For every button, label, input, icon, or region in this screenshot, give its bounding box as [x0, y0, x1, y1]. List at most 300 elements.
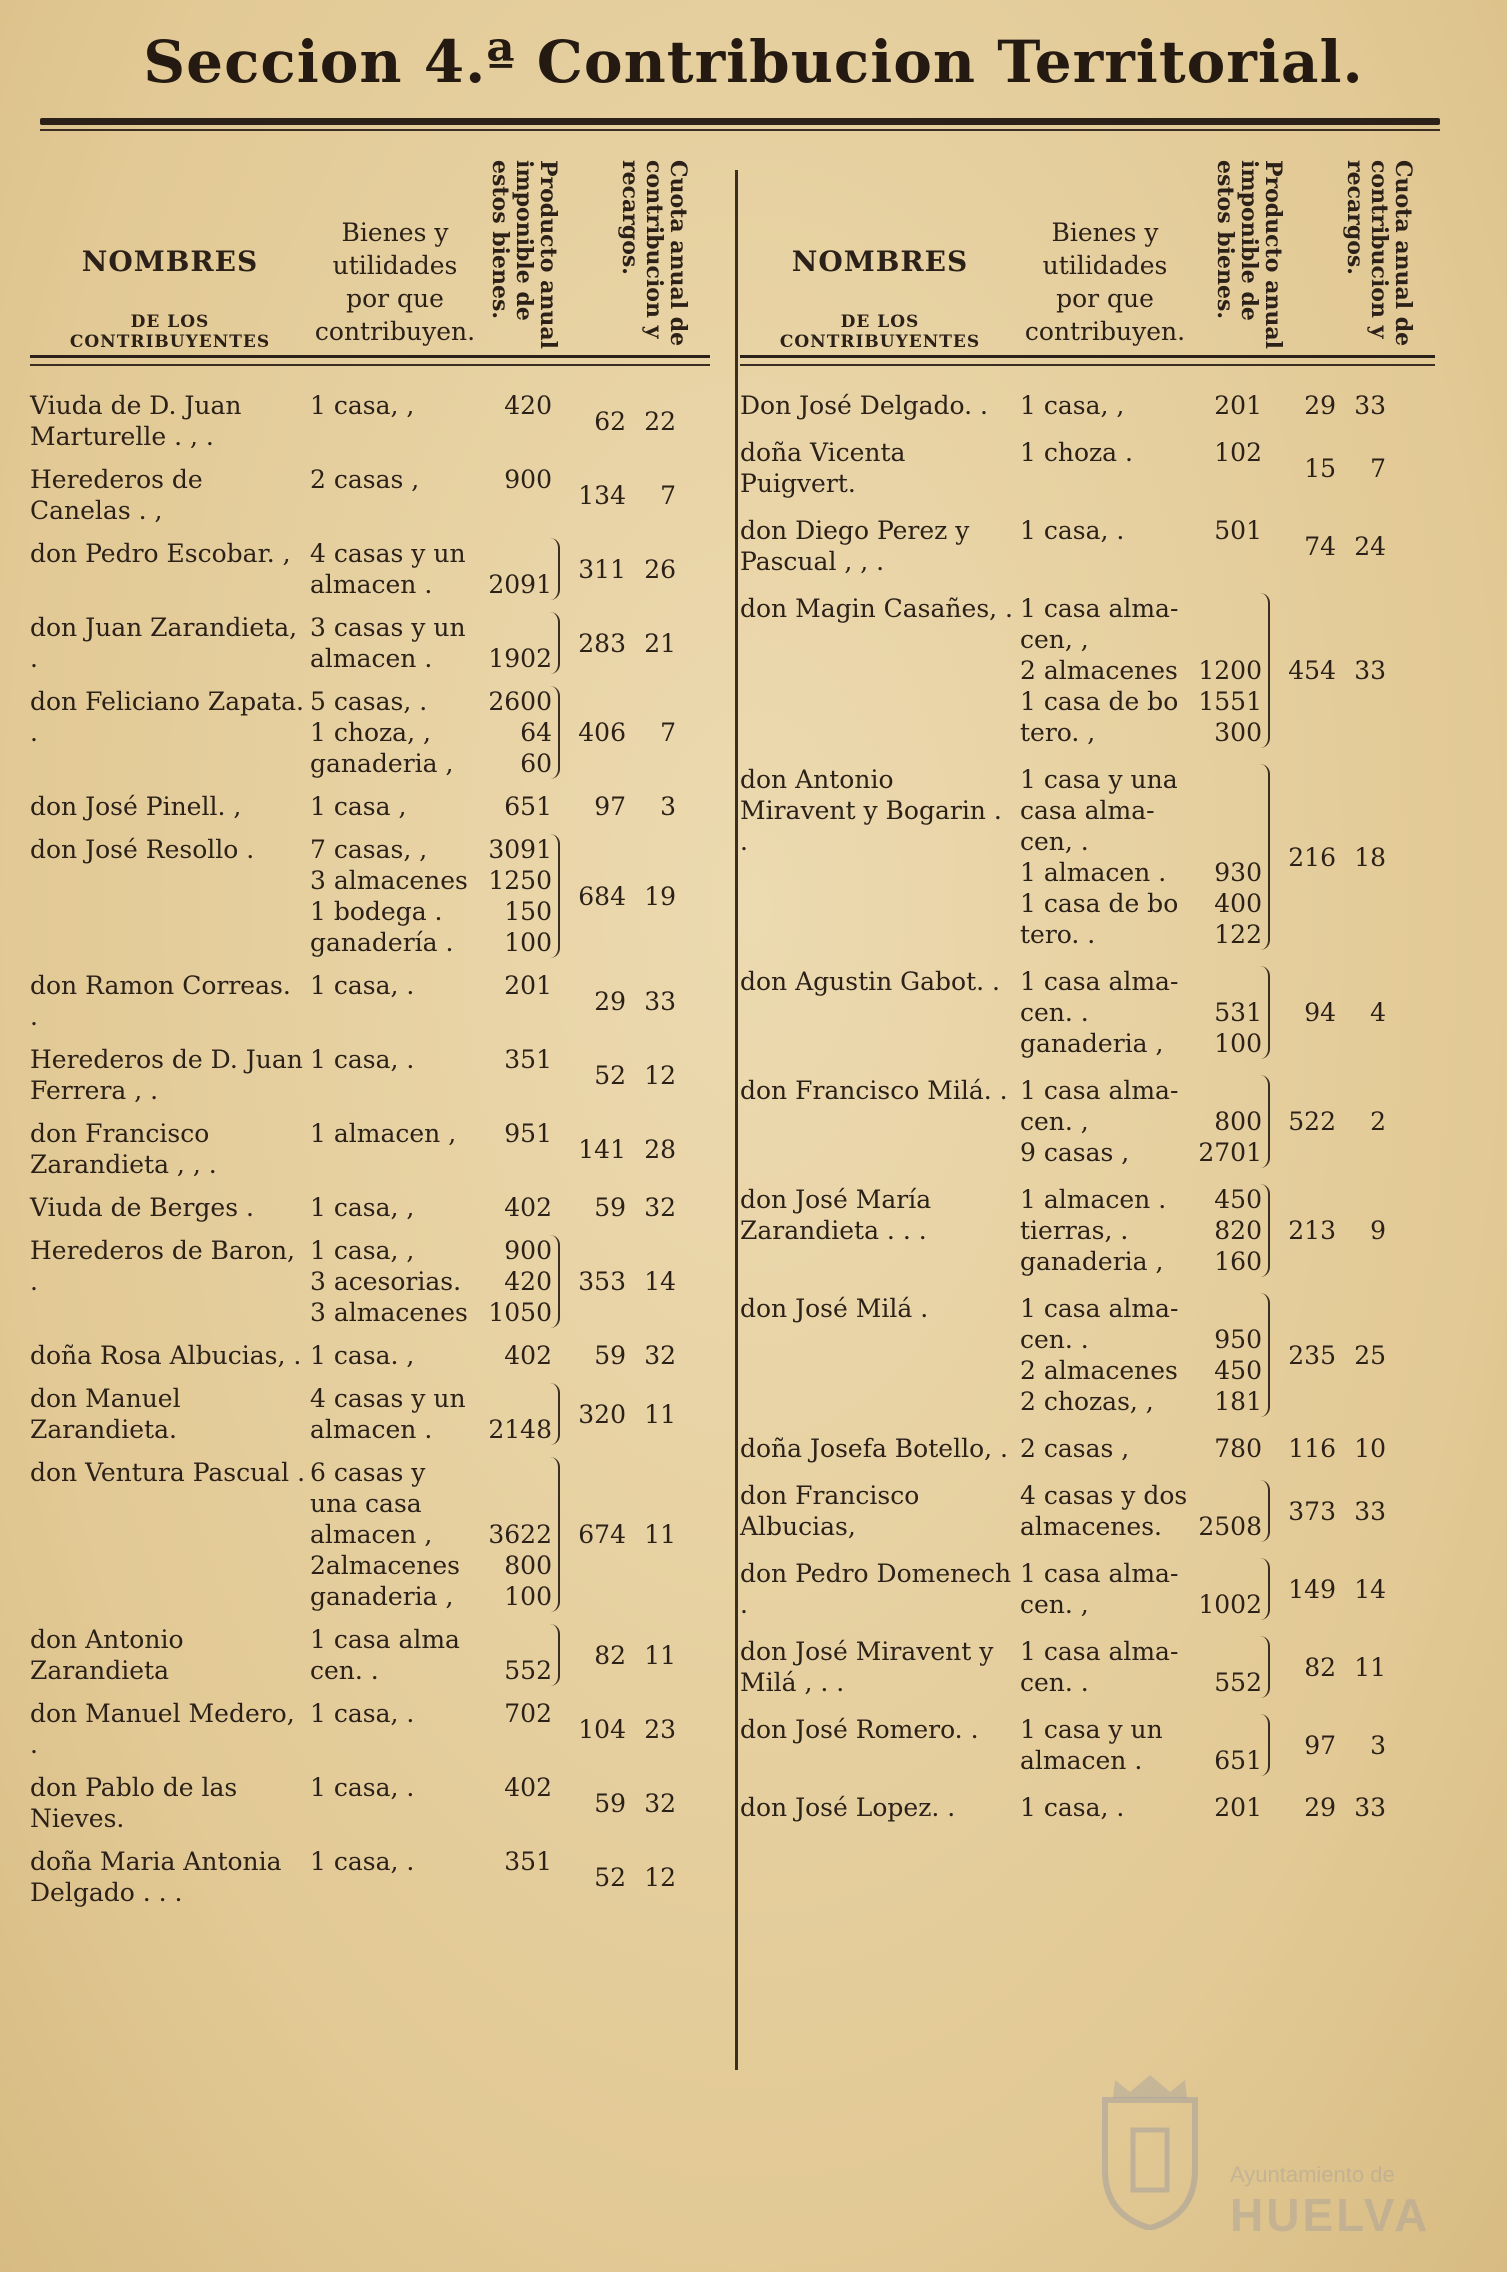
- product-value: 1050: [488, 1298, 552, 1327]
- property-item: una casa: [310, 1489, 422, 1518]
- property-item: 5 casas, .: [310, 687, 428, 716]
- property-item: 4 casas y dos: [1020, 1481, 1188, 1510]
- table-row: [740, 1184, 1440, 1277]
- quota-cents: 2: [1370, 1107, 1386, 1136]
- product-value: 552: [504, 1656, 552, 1685]
- shield-icon: [1095, 2070, 1205, 2230]
- property-item: 2 casas ,: [1020, 1434, 1130, 1463]
- table-row: [30, 1340, 720, 1371]
- table-row: [30, 1192, 720, 1223]
- property-item: cen, ,: [1020, 625, 1089, 654]
- contributor-name: don José Pinell. ,: [30, 792, 242, 821]
- quota-cents: 22: [644, 406, 676, 436]
- quota-cents: 7: [1370, 453, 1386, 483]
- table-row: [30, 1457, 720, 1612]
- product-value: 100: [504, 1582, 552, 1611]
- quota-pesos: 522: [1288, 1107, 1336, 1136]
- annual-quota: [560, 1340, 680, 1371]
- table-row: [740, 966, 1440, 1059]
- annual-quota: [560, 1192, 680, 1223]
- annual-quota: [1270, 1714, 1390, 1776]
- property-list: [1020, 1184, 1190, 1277]
- annual-quota: [1270, 515, 1390, 577]
- property-item: ganaderia ,: [310, 749, 454, 778]
- taxable-product: [480, 1457, 560, 1612]
- left-rows: [30, 390, 720, 1908]
- contributor-name: don José Resollo .: [30, 835, 255, 864]
- property-item: 1 casa alma-: [1020, 967, 1179, 996]
- quota-pesos: 74: [1304, 531, 1336, 561]
- taxable-product: [480, 1772, 560, 1834]
- contributor-name: don Agustin Gabot. .: [740, 967, 1000, 996]
- property-item: cen. ,: [1020, 1107, 1089, 1136]
- quota-cents: 28: [644, 1134, 676, 1164]
- taxable-product: [480, 1340, 560, 1371]
- property-item: 2 chozas, ,: [1020, 1387, 1154, 1416]
- contributor-name: don Juan Zarandieta, .: [30, 613, 298, 673]
- product-value: 450: [1214, 1356, 1262, 1385]
- contributor-name: Herederos de D. Juan Ferrera , .: [30, 1045, 303, 1105]
- property-item: 1 casa, .: [1020, 516, 1125, 545]
- quota-cents: 12: [644, 1862, 676, 1892]
- header-nombres: NOMBRES DE LOS CONTRIBUYENTES: [69, 245, 271, 352]
- table-row: [740, 764, 1440, 950]
- property-item: cen. .: [310, 1656, 379, 1685]
- table-row: [740, 1293, 1440, 1417]
- property-list: [310, 1044, 480, 1106]
- contributor-name: don Feliciano Zapata. .: [30, 687, 304, 747]
- header-rule-thin: [740, 364, 1435, 366]
- property-item: ganaderia ,: [1020, 1029, 1164, 1058]
- property-item: 1 casa, .: [310, 1773, 415, 1802]
- product-value: 64: [520, 718, 552, 747]
- contributor-name: don Pedro Domenech .: [740, 1559, 1012, 1619]
- product-value: 780: [1214, 1434, 1262, 1463]
- property-list: [1020, 1480, 1190, 1542]
- table-row: [740, 1558, 1440, 1620]
- taxable-product: [480, 791, 560, 822]
- property-list: [1020, 966, 1190, 1059]
- annual-quota: [1270, 764, 1390, 950]
- annual-quota: [560, 1044, 680, 1106]
- table-row: [740, 1433, 1440, 1464]
- property-list: [1020, 1433, 1190, 1464]
- property-item: 1 almacen .: [1020, 1185, 1167, 1214]
- annual-quota: [560, 464, 680, 526]
- property-list: [310, 1192, 480, 1223]
- product-value: 450: [1214, 1185, 1262, 1214]
- taxable-product: [480, 1235, 560, 1328]
- contributor-name: doña Josefa Botello, .: [740, 1434, 1008, 1463]
- annual-quota: [560, 686, 680, 779]
- taxable-product: [480, 1846, 560, 1908]
- quota-pesos: 320: [578, 1399, 626, 1429]
- taxable-product: [1190, 1636, 1270, 1698]
- annual-quota: [560, 791, 680, 822]
- table-row: [30, 686, 720, 779]
- quota-cents: 14: [1354, 1574, 1386, 1604]
- property-item: casa alma-: [1020, 796, 1155, 825]
- contributor-name: don Magin Casañes, .: [740, 594, 1013, 623]
- table-row: [30, 1846, 720, 1908]
- property-item: cen. .: [1020, 998, 1089, 1027]
- taxable-product: [480, 464, 560, 526]
- property-item: cen. .: [1020, 1668, 1089, 1697]
- quota-cents: 19: [644, 881, 676, 911]
- taxable-product: [1190, 1558, 1270, 1620]
- product-value: 651: [504, 792, 552, 821]
- quota-pesos: 674: [578, 1520, 626, 1549]
- property-list: [310, 1383, 480, 1445]
- table-row: [30, 1118, 720, 1180]
- header-cuota: Cuota anual de contribucion y recargos.: [617, 160, 691, 347]
- annual-quota: [560, 390, 680, 452]
- product-value: 181: [1214, 1387, 1262, 1416]
- contributor-name: don Francisco Zarandieta , , .: [30, 1119, 217, 1179]
- property-item: 1 almacen .: [1020, 858, 1167, 887]
- quota-cents: 18: [1354, 842, 1386, 872]
- property-item: 1 casa ,: [310, 792, 407, 821]
- property-item: 6 casas y: [310, 1458, 426, 1487]
- quota-pesos: 104: [578, 1714, 626, 1744]
- annual-quota: [560, 1846, 680, 1908]
- contributor-name: Viuda de D. Juan Marturelle . , .: [30, 391, 242, 451]
- property-item: 1 casa alma-: [1020, 1294, 1179, 1323]
- table-row: [740, 1792, 1440, 1823]
- quota-cents: 21: [644, 628, 676, 658]
- page-title: Seccion 4.ª Contribucion Territorial.: [143, 28, 1364, 96]
- right-table-header: [740, 150, 1440, 360]
- quota-cents: 32: [644, 1341, 676, 1370]
- quota-pesos: 97: [1304, 1730, 1336, 1760]
- property-list: [1020, 1293, 1190, 1417]
- product-value: 1250: [488, 866, 552, 895]
- quota-pesos: 97: [594, 792, 626, 821]
- property-item: 1 casa alma-: [1020, 1559, 1179, 1588]
- taxable-product: [1190, 1293, 1270, 1417]
- quota-pesos: 353: [578, 1267, 626, 1296]
- property-list: [1020, 1558, 1190, 1620]
- product-value: 201: [1214, 391, 1262, 420]
- annual-quota: [1270, 1480, 1390, 1542]
- taxable-product: [1190, 1184, 1270, 1277]
- contributor-name: don José María Zarandieta . . .: [740, 1185, 932, 1245]
- title-rule-thin: [40, 129, 1440, 131]
- quota-pesos: 52: [594, 1862, 626, 1892]
- property-list: [310, 686, 480, 779]
- property-item: 7 casas, ,: [310, 835, 428, 864]
- product-value: 820: [1214, 1216, 1262, 1245]
- quota-pesos: 454: [1288, 656, 1336, 685]
- property-item: 1 casa de bo: [1020, 687, 1179, 716]
- table-row: [30, 390, 720, 452]
- contributor-name: Herederos de Canelas . ,: [30, 465, 203, 525]
- quota-cents: 11: [644, 1640, 676, 1670]
- quota-pesos: 62: [594, 406, 626, 436]
- quota-cents: 25: [1354, 1340, 1386, 1370]
- annual-quota: [1270, 1558, 1390, 1620]
- quota-cents: 33: [1354, 1793, 1386, 1822]
- property-list: [1020, 1792, 1190, 1823]
- quota-cents: 33: [1354, 656, 1386, 685]
- taxable-product: [1190, 1792, 1270, 1823]
- property-list: [310, 1457, 480, 1612]
- quota-pesos: 134: [578, 480, 626, 510]
- quota-pesos: 82: [1304, 1652, 1336, 1682]
- title-rule: [40, 118, 1440, 125]
- property-item: 1 casa, ,: [310, 1193, 415, 1222]
- property-item: 1 casa alma-: [1020, 594, 1179, 623]
- taxable-product: [1190, 390, 1270, 421]
- quota-pesos: 406: [578, 718, 626, 747]
- annual-quota: [1270, 1075, 1390, 1168]
- watermark-big: HUELVA: [1230, 2189, 1431, 2241]
- property-item: almacenes.: [1020, 1512, 1162, 1541]
- property-list: [310, 538, 480, 600]
- product-value: 2508: [1198, 1512, 1262, 1541]
- product-value: 2148: [488, 1415, 552, 1444]
- property-item: 1 casa, ,: [310, 1236, 415, 1265]
- annual-quota: [560, 1698, 680, 1760]
- quota-cents: 32: [644, 1788, 676, 1818]
- property-item: 1 choza, ,: [310, 718, 431, 747]
- taxable-product: [480, 1698, 560, 1760]
- product-value: 1902: [488, 644, 552, 673]
- contributor-name: don Francisco Milá. .: [740, 1076, 1008, 1105]
- quota-cents: 7: [660, 480, 676, 510]
- header-rule-thin: [30, 364, 710, 366]
- product-value: 2600: [488, 687, 552, 716]
- quota-cents: 3: [1370, 1730, 1386, 1760]
- table-row: [740, 1075, 1440, 1168]
- product-value: 402: [504, 1773, 552, 1802]
- quota-cents: 3: [660, 792, 676, 821]
- annual-quota: [1270, 1184, 1390, 1277]
- product-value: 351: [504, 1847, 552, 1876]
- product-value: 201: [1214, 1793, 1262, 1822]
- quota-cents: 33: [644, 986, 676, 1016]
- annual-quota: [560, 970, 680, 1032]
- property-list: [1020, 1636, 1190, 1698]
- quota-pesos: 283: [578, 628, 626, 658]
- quota-cents: 11: [644, 1520, 676, 1549]
- table-row: [30, 791, 720, 822]
- contributor-name: don José Romero. .: [740, 1715, 979, 1744]
- property-list: [310, 1118, 480, 1180]
- annual-quota: [1270, 390, 1390, 421]
- taxable-product: [480, 538, 560, 600]
- property-item: 1 almacen ,: [310, 1119, 457, 1148]
- contributor-name: Don José Delgado. .: [740, 391, 988, 420]
- property-item: almacen ,: [310, 1520, 433, 1549]
- left-column: [30, 150, 720, 2070]
- product-value: 950: [1214, 1325, 1262, 1354]
- table-row: [740, 593, 1440, 748]
- huelva-watermark: [1095, 2070, 1435, 2240]
- taxable-product: [480, 612, 560, 674]
- quota-pesos: 82: [594, 1640, 626, 1670]
- contributor-name: doña Rosa Albucias, .: [30, 1341, 302, 1370]
- property-list: [310, 612, 480, 674]
- quota-pesos: 235: [1288, 1340, 1336, 1370]
- property-item: 1 casa. ,: [310, 1341, 415, 1370]
- annual-quota: [1270, 1433, 1390, 1464]
- annual-quota: [1270, 1293, 1390, 1417]
- property-item: 1 casa, .: [310, 971, 415, 1000]
- annual-quota: [1270, 437, 1390, 499]
- contributor-name: don Ventura Pascual .: [30, 1458, 306, 1487]
- property-item: 1 casa, .: [310, 1699, 415, 1728]
- property-item: 1 choza .: [1020, 438, 1133, 467]
- quota-cents: 11: [1354, 1652, 1386, 1682]
- product-value: 651: [1214, 1746, 1262, 1775]
- taxable-product: [480, 1044, 560, 1106]
- right-rows: [740, 390, 1440, 1823]
- quota-cents: 11: [644, 1399, 676, 1429]
- annual-quota: [1270, 966, 1390, 1059]
- taxable-product: [1190, 593, 1270, 748]
- property-item: 1 casa y un: [1020, 1715, 1163, 1744]
- product-value: 2701: [1198, 1138, 1262, 1167]
- property-item: 1 bodega .: [310, 897, 443, 926]
- product-value: 3622: [488, 1520, 552, 1549]
- property-list: [310, 791, 480, 822]
- taxable-product: [1190, 764, 1270, 950]
- contributor-name: don Ramon Correas. .: [30, 971, 291, 1031]
- header-bienes: Bienes y utilidades por que contribuyen.: [314, 218, 476, 346]
- quota-cents: 26: [644, 554, 676, 584]
- annual-quota: [560, 1383, 680, 1445]
- header-rule: [30, 355, 710, 358]
- property-item: 2almacenes: [310, 1551, 460, 1580]
- product-value: 201: [504, 971, 552, 1000]
- taxable-product: [1190, 1075, 1270, 1168]
- annual-quota: [560, 834, 680, 958]
- table-row: [740, 1714, 1440, 1776]
- product-value: 702: [504, 1699, 552, 1728]
- property-list: [310, 1772, 480, 1834]
- property-list: [310, 1698, 480, 1760]
- annual-quota: [560, 1118, 680, 1180]
- annual-quota: [560, 1772, 680, 1834]
- taxable-product: [480, 1118, 560, 1180]
- table-row: [30, 1383, 720, 1445]
- quota-pesos: 59: [594, 1341, 626, 1370]
- taxable-product: [480, 1383, 560, 1445]
- taxable-product: [480, 1192, 560, 1223]
- property-item: cen, .: [1020, 827, 1089, 856]
- product-value: 800: [504, 1551, 552, 1580]
- property-item: 1 casa alma: [310, 1625, 460, 1654]
- column-divider: [735, 170, 738, 2070]
- quota-pesos: 15: [1304, 453, 1336, 483]
- property-item: 3 casas y un: [310, 613, 466, 642]
- property-list: [1020, 1714, 1190, 1776]
- product-value: 420: [504, 1267, 552, 1296]
- annual-quota: [1270, 1792, 1390, 1823]
- quota-cents: 9: [1370, 1216, 1386, 1245]
- quota-cents: 33: [1354, 1496, 1386, 1526]
- contributor-name: don José Milá .: [740, 1294, 929, 1323]
- annual-quota: [560, 538, 680, 600]
- property-item: cen. .: [1020, 1325, 1089, 1354]
- contributor-name: don Antonio Zarandieta: [30, 1625, 184, 1685]
- quota-pesos: 29: [594, 986, 626, 1016]
- quota-cents: 32: [644, 1193, 676, 1222]
- table-row: [30, 834, 720, 958]
- product-value: 300: [1214, 718, 1262, 747]
- table-row: [30, 1044, 720, 1106]
- property-list: [310, 1235, 480, 1328]
- quota-cents: 7: [660, 718, 676, 747]
- property-item: ganadería .: [310, 928, 454, 957]
- property-list: [310, 464, 480, 526]
- table-row: [740, 437, 1440, 499]
- contributor-name: doña Maria Antonia Delgado . . .: [30, 1847, 282, 1907]
- product-value: 402: [504, 1341, 552, 1370]
- product-value: 501: [1214, 516, 1262, 545]
- property-list: [310, 390, 480, 452]
- property-item: 1 casa, ,: [1020, 391, 1125, 420]
- property-item: almacen .: [310, 570, 433, 599]
- property-list: [310, 1624, 480, 1686]
- taxable-product: [480, 1624, 560, 1686]
- property-item: 4 casas y un: [310, 539, 466, 568]
- property-list: [310, 834, 480, 958]
- property-list: [310, 1846, 480, 1908]
- product-value: 100: [504, 928, 552, 957]
- taxable-product: [480, 834, 560, 958]
- property-item: cen. ,: [1020, 1590, 1089, 1619]
- contributor-name: Viuda de Berges .: [30, 1193, 254, 1222]
- quota-cents: 24: [1354, 531, 1386, 561]
- table-row: [30, 464, 720, 526]
- quota-pesos: 29: [1304, 391, 1336, 420]
- quota-cents: 33: [1354, 391, 1386, 420]
- property-item: tero. ,: [1020, 718, 1096, 747]
- property-item: almacen .: [310, 644, 433, 673]
- property-list: [1020, 437, 1190, 499]
- property-item: 3 almacenes: [310, 866, 468, 895]
- table-row: [740, 390, 1440, 421]
- quota-cents: 12: [644, 1060, 676, 1090]
- quota-pesos: 311: [578, 554, 626, 584]
- contributor-name: don Manuel Medero, .: [30, 1699, 295, 1759]
- product-value: 2091: [488, 570, 552, 599]
- product-value: 900: [504, 465, 552, 494]
- product-value: 160: [1214, 1247, 1262, 1276]
- quota-pesos: 141: [578, 1134, 626, 1164]
- property-item: 9 casas ,: [1020, 1138, 1130, 1167]
- property-item: 3 almacenes: [310, 1298, 468, 1327]
- annual-quota: [1270, 1636, 1390, 1698]
- contributor-name: doña Vicenta Puigvert.: [740, 438, 906, 498]
- product-value: 531: [1214, 998, 1262, 1027]
- product-value: 1551: [1198, 687, 1262, 716]
- property-item: ganaderia ,: [1020, 1247, 1164, 1276]
- property-list: [1020, 515, 1190, 577]
- table-row: [30, 538, 720, 600]
- table-row: [740, 515, 1440, 577]
- table-row: [740, 1636, 1440, 1698]
- product-value: 3091: [488, 835, 552, 864]
- product-value: 1200: [1198, 656, 1262, 685]
- taxable-product: [480, 686, 560, 779]
- header-producto: Producto anual imponible de estos bienes.: [487, 160, 561, 349]
- quota-pesos: 213: [1288, 1216, 1336, 1245]
- property-list: [1020, 764, 1190, 950]
- contributor-name: don Manuel Zarandieta.: [30, 1384, 181, 1444]
